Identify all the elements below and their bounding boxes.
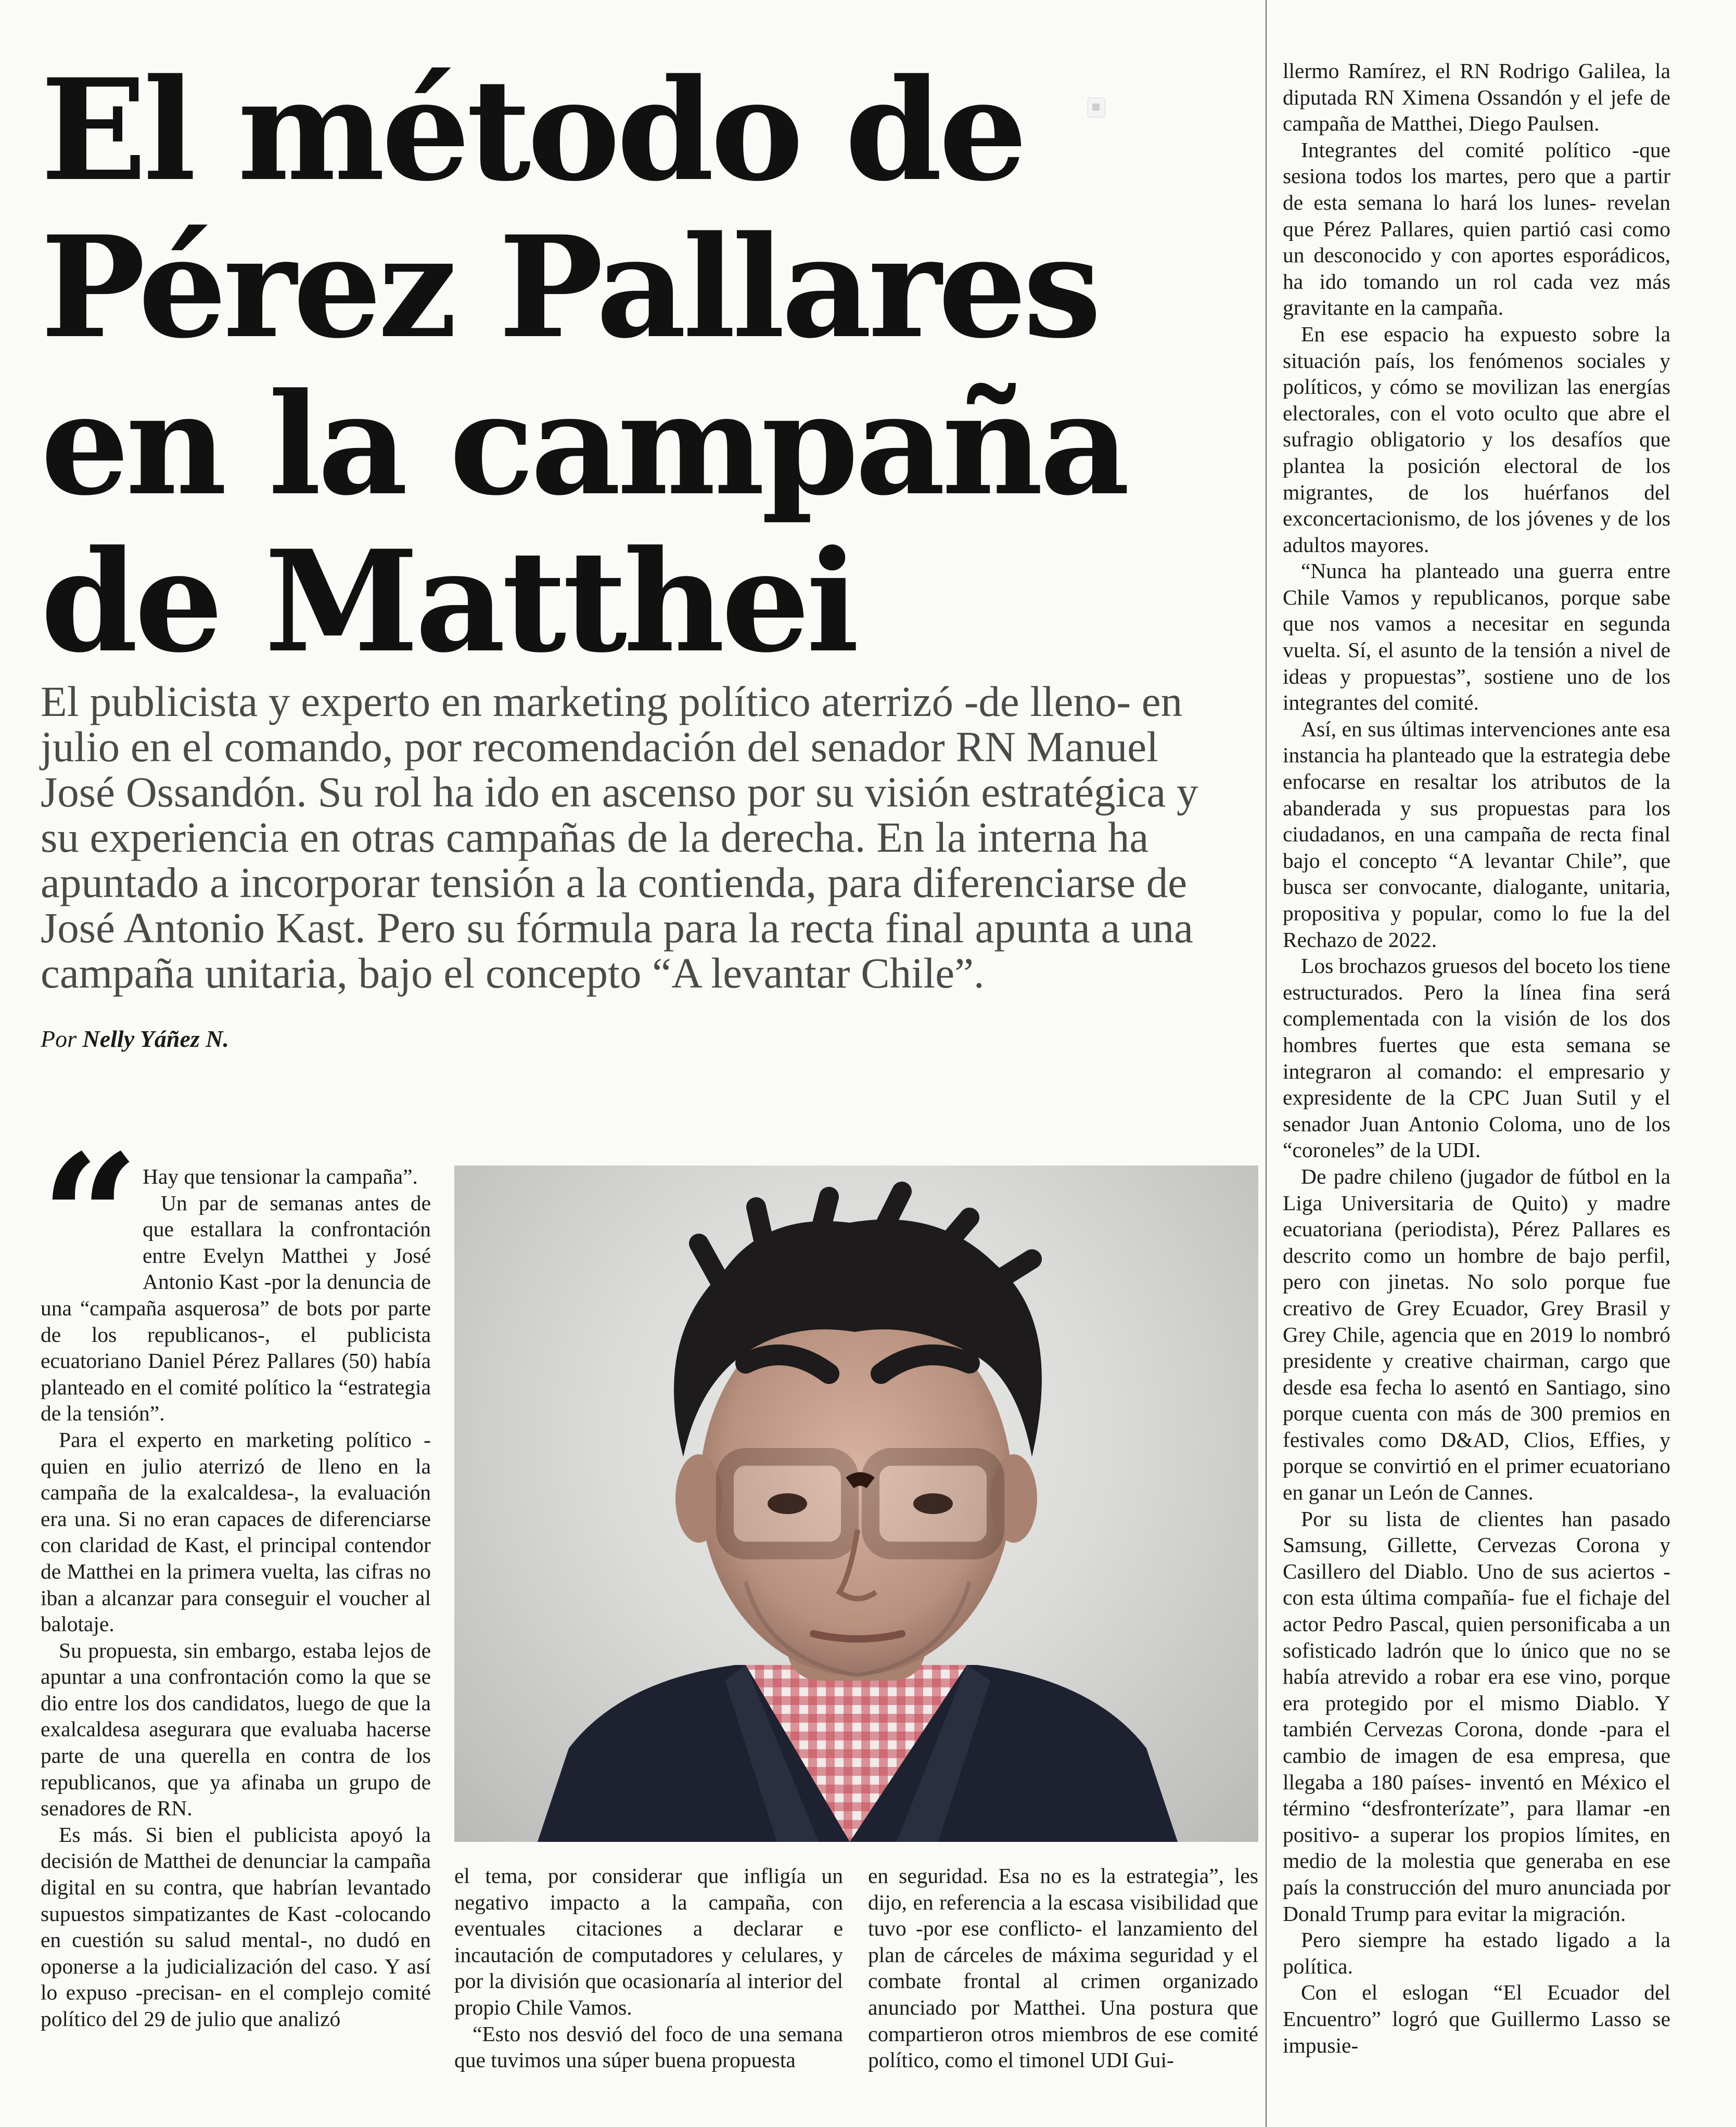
paragraph: Por su lista de clientes han pasado Samsung, Gillette, Cervezas Corona y Casillero del Diablo. Uno de sus aciertos -con esta última compañía- fue el fichaje del actor Pedro Pascal, quien personificaba a un sofisticado ladrón que lo único que no se había atrevido a robar era ese vino, porque era protegido por el mismo Diablo. Y también Cervezas Corona, donde -para el cambio de imagen de esa empresa, que llegaba a 180 países- inventó en México el término “desfronterízate”, para llamar -en positivo- a superar los propios límites, en medio de la molestia que generaba en ese país la construcción del muro anunciada por Donald Trump para evitar la migración. <box>1283 1506 1670 1926</box>
pull-quote-lead: Hay que tensionar la campaña”. <box>143 1164 418 1188</box>
column-divider <box>1266 0 1267 2127</box>
paragraph: Pero siempre ha estado ligado a la política. <box>1283 1928 1670 1978</box>
quote-mark-icon: “ <box>41 1117 139 1318</box>
column-2 <box>454 1863 843 2073</box>
column-4 <box>1283 58 1670 2058</box>
image-placeholder-icon <box>1088 98 1105 118</box>
paragraph: en seguridad. Esa no es la estrategia”, les dijo, en referencia a la escasa visibilidad que tuvo -por ese conflicto- el lanzamiento del plan de cárceles de máxima seguridad y el combate frontal al crimen organizado anunciado por Matthei. Una postura que compartieron otros miembros de ese comité político, como el timonel UDI Gui- <box>868 1864 1258 2072</box>
paragraph: llermo Ramírez, el RN Rodrigo Galilea, la diputada RN Ximena Ossandón y el jefe de campaña de Matthei, Diego Paulsen. <box>1283 59 1670 136</box>
headline-line-4: de Matthei <box>41 520 856 684</box>
headline-line-1: El método de <box>41 48 1024 212</box>
portrait-photo <box>454 1165 1258 1842</box>
paragraph: el tema, por considerar que infligía un negativo impacto a la campaña, con eventuales citaciones a declarar e incautación de computadores y celulares, y por la división que ocasionaría al interior del propio Chile Vamos. <box>454 1864 843 2019</box>
headline <box>41 48 1211 684</box>
paragraph: Para el experto en marketing político -quien en julio aterrizó de lleno en la campaña de la exalcaldesa-, la evaluación era una. Si no eran capaces de diferenciarse con claridad de Kast, el principal contendor de Matthei en la primera vuelta, las cifras no iban a alcanzar para conseguir el voucher al balotaje. <box>41 1427 431 1636</box>
paragraph: Los brochazos gruesos del boceto los tiene estructurados. Pero la línea fina será complementada con la visión de los dos hombres fuertes que esta semana se integraron al comando: el empresario y expresidente de la CPC Juan Sutil y el senador Juan Antonio Coloma, uno de los “coroneles” de la UDI. <box>1283 954 1670 1162</box>
byline <box>41 1025 229 1053</box>
portrait-illustration <box>454 1165 1258 1842</box>
headline-line-3: en la campaña <box>41 363 1127 527</box>
article-deck: El publicista y experto en marketing político aterrizó -de lleno- en julio en el comando, por recomendación del senador RN Manuel José Ossandón. Su rol ha ido en ascenso por su visión estratégica y su experiencia en otras campañas de la derecha. En la interna ha apuntado a incorporar tensión a la contienda, para diferenciarse de José Antonio Kast. Pero su fórmula para la recta final apunta a una campaña unitaria, bajo el concepto “A levantar Chile”. <box>41 677 1198 997</box>
headline-line-2: Pérez Pallares <box>41 206 1098 369</box>
paragraph: De padre chileno (jugador de fútbol en la Liga Universitaria de Quito) y madre ecuatoriana (periodista), Pérez Pallares es descrito como un hombre de bajo perfil, pero con jinetas. No solo porque fue creativo de Grey Ecuador, Grey Brasil y Grey Chile, agencia que en 2019 lo nombró presidente y creative chairman, cargo que desde esa fecha lo asentó en Santiago, sino porque cuenta con más de 300 premios en festivales como D&AD, Clios, Effies, y porque se convirtió en el primer ecuatoriano en ganar un León de Cannes. <box>1283 1164 1670 1505</box>
paragraph: Su propuesta, sin embargo, estaba lejos de apuntar a una confrontación como la que se dio entre los dos candidatos, luego de que la exalcaldesa asegurara que evaluaba hacerse parte de una querella en contra de los republicanos, que ya afinaba un grupo de senadores de RN. <box>41 1638 431 1821</box>
paragraph: “Nunca ha planteado una guerra entre Chile Vamos y republicanos, porque sabe que nos vamos a necesitar en segunda vuelta. Sí, el asunto de la tensión a nivel de ideas y propuestas”, sostiene uno de los integrantes del comité. <box>1283 559 1670 715</box>
paragraph: Es más. Si bien el publicista apoyó la decisión de Matthei de denunciar la campaña digital en su contra, que habrían levantado supuestos simpatizantes de Kast -colocando en cuestión su salud mental-, no dudó en oponerse a la judicialización del caso. Y así lo expuso -precisan- en el complejo comité político del 29 de julio que analizó <box>41 1822 431 2031</box>
byline-prefix: Por <box>41 1026 76 1052</box>
paragraph: Un par de semanas antes de que estallara la confrontación entre Evelyn Matthei y José Antonio Kast -por la denuncia de una “campaña asquerosa” de bots por parte de los republicanos-, el publicista ecuatoriano Daniel Pérez Pallares (50) había planteado en el comité político la “estrategia de la tensión”. <box>41 1190 431 1426</box>
paragraph: Integrantes del comité político -que sesiona todos los martes, pero que a partir de esta semana lo hará los lunes- revelan que Pérez Pallares, quien partió casi como un desconocido y con aportes esporádicos, ha ido tomando un rol cada vez más gravitante en la campaña. <box>1283 137 1670 320</box>
paragraph: Con el eslogan “El Ecuador del Encuentro” logró que Guillermo Lasso se impusie- <box>1283 1980 1670 2057</box>
byline-author: Nelly Yáñez N. <box>82 1026 229 1052</box>
paragraph: En ese espacio ha expuesto sobre la situación país, los fenómenos sociales y políticos, y cómo se movilizan las energías electorales, con el voto oculto que abre el sufragio obligatorio y los desafíos que plantea la posición electoral de los migrantes, de los huérfanos del exconcertacionismo, de los jóvenes y de los adultos mayores. <box>1283 322 1670 557</box>
paragraph: “Esto nos desvió del foco de una semana que tuvimos una súper buena propuesta <box>454 2021 843 2072</box>
paragraph: Así, en sus últimas intervenciones ante esa instancia ha planteado que la estrategia debe enfocarse en resaltar los atributos de la abanderada y sus propuestas para los ciudadanos, en una campaña de recta final bajo el concepto “A levantar Chile”, que busca ser convocante, dialogante, unitaria, propositiva y popular, como lo fue la del Rechazo de 2022. <box>1283 716 1670 952</box>
column-3 <box>868 1863 1258 2073</box>
column-1 <box>41 1117 431 2032</box>
